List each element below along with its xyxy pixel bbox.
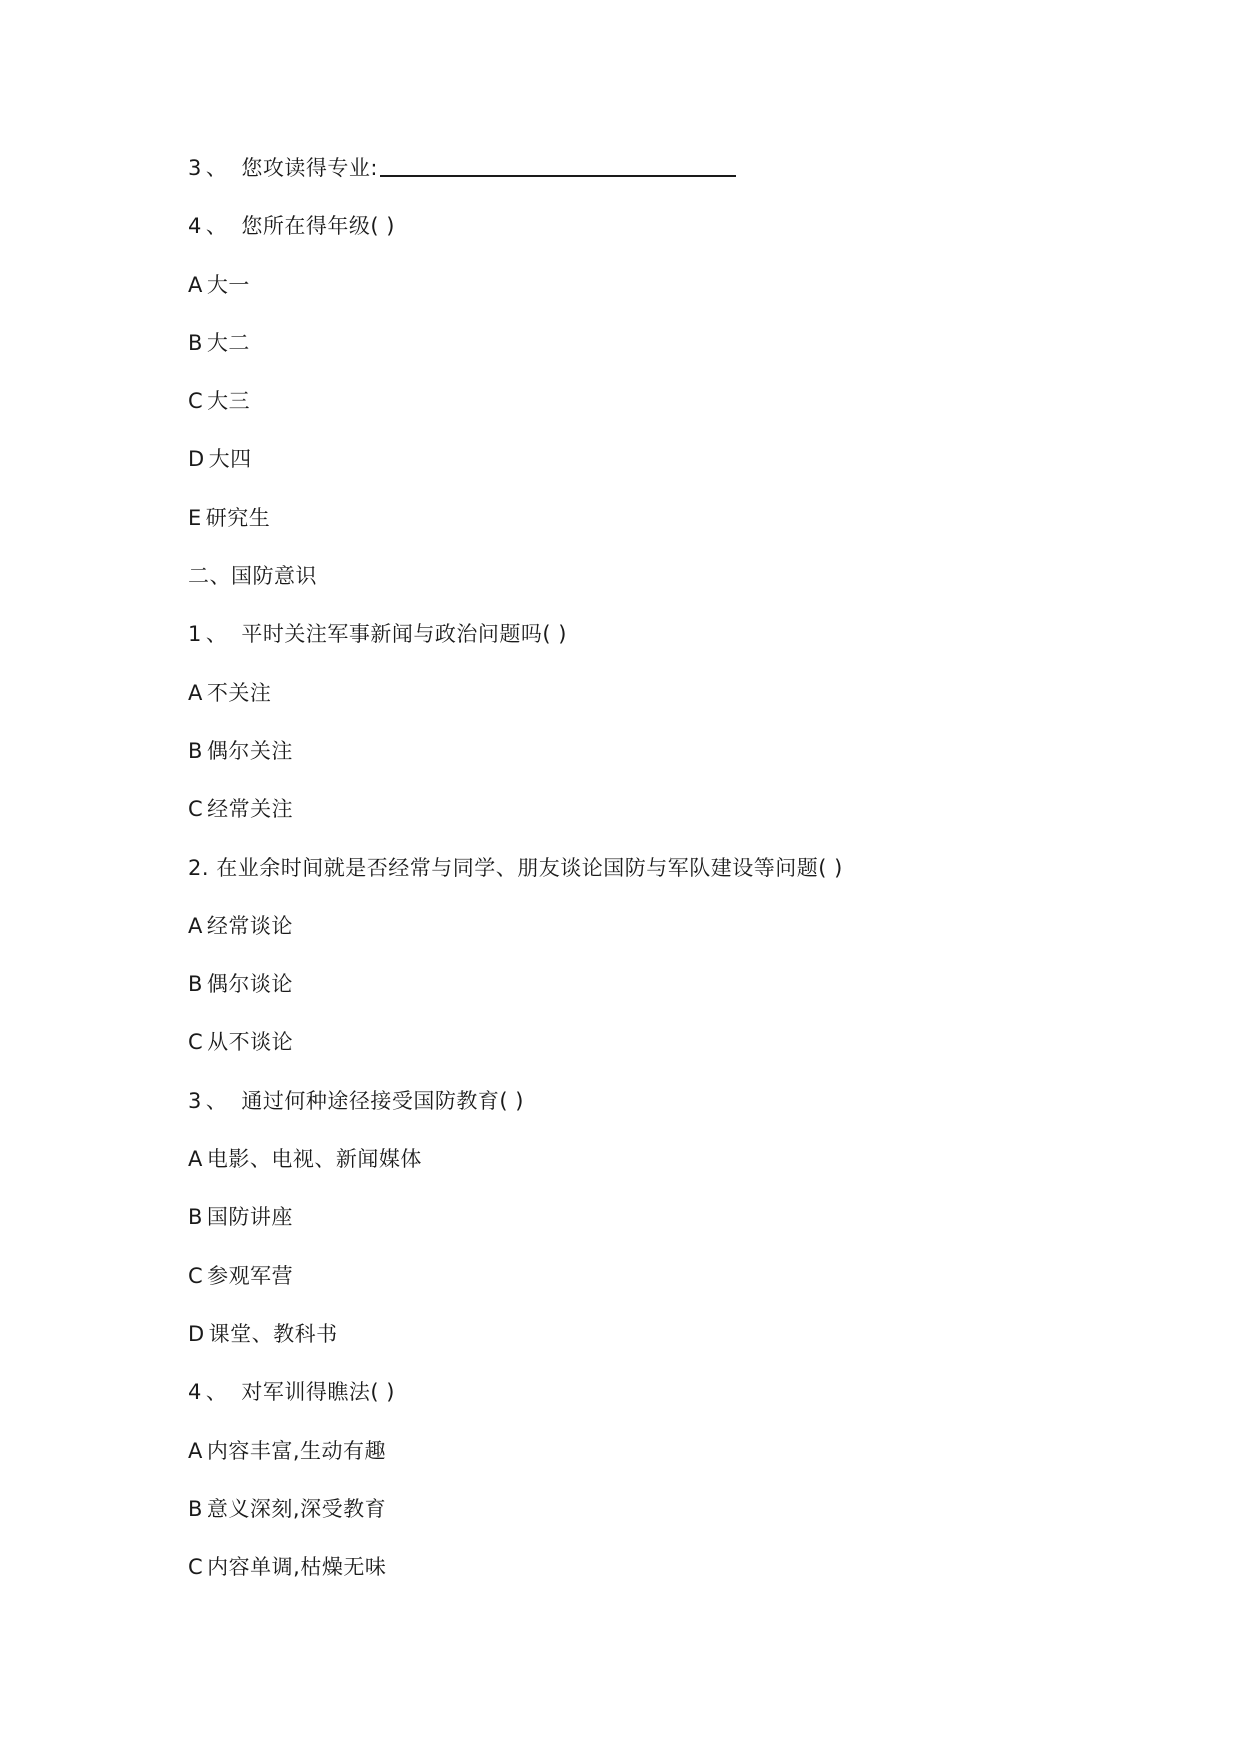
question-number: 1	[188, 622, 202, 647]
option-grade-c	[188, 387, 1168, 445]
option-text: 内容丰富,生动有趣	[206, 1438, 387, 1463]
option-text: 从不谈论	[207, 1030, 294, 1055]
option-text: 偶尔关注	[206, 738, 293, 763]
section-heading-national-defense	[188, 562, 1168, 620]
question-major	[188, 154, 1168, 212]
question-number: 4	[188, 1380, 202, 1405]
option-text: 意义深刻,深受教育	[206, 1496, 387, 1521]
option-letter: B	[188, 330, 203, 355]
questionnaire-body	[188, 154, 1168, 1611]
option-discussion-b	[188, 970, 1168, 1028]
option-text: 电影、电视、新闻媒体	[206, 1147, 422, 1172]
option-text: 国防讲座	[206, 1205, 293, 1230]
option-letter: D	[188, 447, 205, 472]
question-military-training	[188, 1378, 1168, 1436]
question-text: 通过何种途径接受国防教育( )	[241, 1088, 524, 1113]
option-text: 大三	[207, 389, 251, 414]
question-number: 3	[188, 1088, 202, 1113]
option-letter: A	[188, 1147, 203, 1172]
option-text: 大一	[206, 272, 250, 297]
question-text: 2. 在业余时间就是否经常与同学、朋友谈论国防与军队建设等问题( )	[188, 855, 843, 880]
option-letter: A	[188, 913, 203, 938]
option-letter: A	[188, 1438, 203, 1463]
question-number: 3	[188, 156, 202, 180]
option-training-c	[188, 1553, 1168, 1611]
option-text: 课堂、教科书	[208, 1321, 338, 1346]
option-training-a	[188, 1437, 1168, 1495]
option-letter: B	[188, 1205, 203, 1230]
option-letter: B	[188, 972, 203, 997]
option-discussion-c	[188, 1028, 1168, 1086]
option-grade-b	[188, 329, 1168, 387]
option-channel-c	[188, 1262, 1168, 1320]
question-text: 平时关注军事新闻与政治问题吗( )	[241, 622, 567, 647]
option-letter: E	[188, 505, 202, 530]
option-text: 经常关注	[207, 797, 294, 822]
option-letter: C	[188, 797, 204, 822]
option-letter: C	[188, 1555, 204, 1580]
question-text: 您所在得年级( )	[241, 214, 395, 239]
option-text: 大二	[206, 330, 250, 355]
question-military-news	[188, 620, 1168, 678]
question-separator: 、	[205, 1088, 228, 1113]
question-separator: 、	[205, 622, 228, 647]
option-grade-a	[188, 271, 1168, 329]
option-letter: C	[188, 389, 204, 414]
option-text: 经常谈论	[206, 913, 293, 938]
option-letter: A	[188, 272, 203, 297]
option-letter: D	[188, 1321, 205, 1346]
option-text: 大四	[208, 447, 252, 472]
option-text: 不关注	[206, 680, 272, 705]
question-separator: 、	[205, 214, 228, 239]
section-heading-text: 二、国防意识	[188, 564, 317, 589]
question-separator: 、	[205, 156, 228, 180]
option-text: 参观军营	[207, 1263, 294, 1288]
option-grade-e	[188, 504, 1168, 562]
question-text: 对军训得瞧法( )	[241, 1380, 395, 1405]
option-training-b	[188, 1495, 1168, 1553]
option-channel-b	[188, 1203, 1168, 1261]
question-number: 4	[188, 214, 202, 239]
option-channel-a	[188, 1145, 1168, 1203]
option-text: 内容单调,枯燥无味	[207, 1555, 387, 1580]
question-text: 您攻读得专业:	[241, 156, 378, 180]
option-text: 偶尔谈论	[206, 972, 293, 997]
option-channel-d	[188, 1320, 1168, 1378]
option-news-b	[188, 737, 1168, 795]
option-news-a	[188, 679, 1168, 737]
option-news-c	[188, 795, 1168, 853]
question-discussion	[188, 854, 1168, 912]
option-letter: A	[188, 680, 203, 705]
option-discussion-a	[188, 912, 1168, 970]
question-grade	[188, 212, 1168, 270]
option-letter: C	[188, 1030, 204, 1055]
option-letter: C	[188, 1263, 204, 1288]
question-separator: 、	[205, 1380, 228, 1405]
option-grade-d	[188, 445, 1168, 503]
option-letter: B	[188, 738, 203, 763]
question-education-channel	[188, 1087, 1168, 1145]
option-letter: B	[188, 1496, 203, 1521]
option-text: 研究生	[205, 505, 271, 530]
answer-blank-line	[380, 155, 736, 177]
